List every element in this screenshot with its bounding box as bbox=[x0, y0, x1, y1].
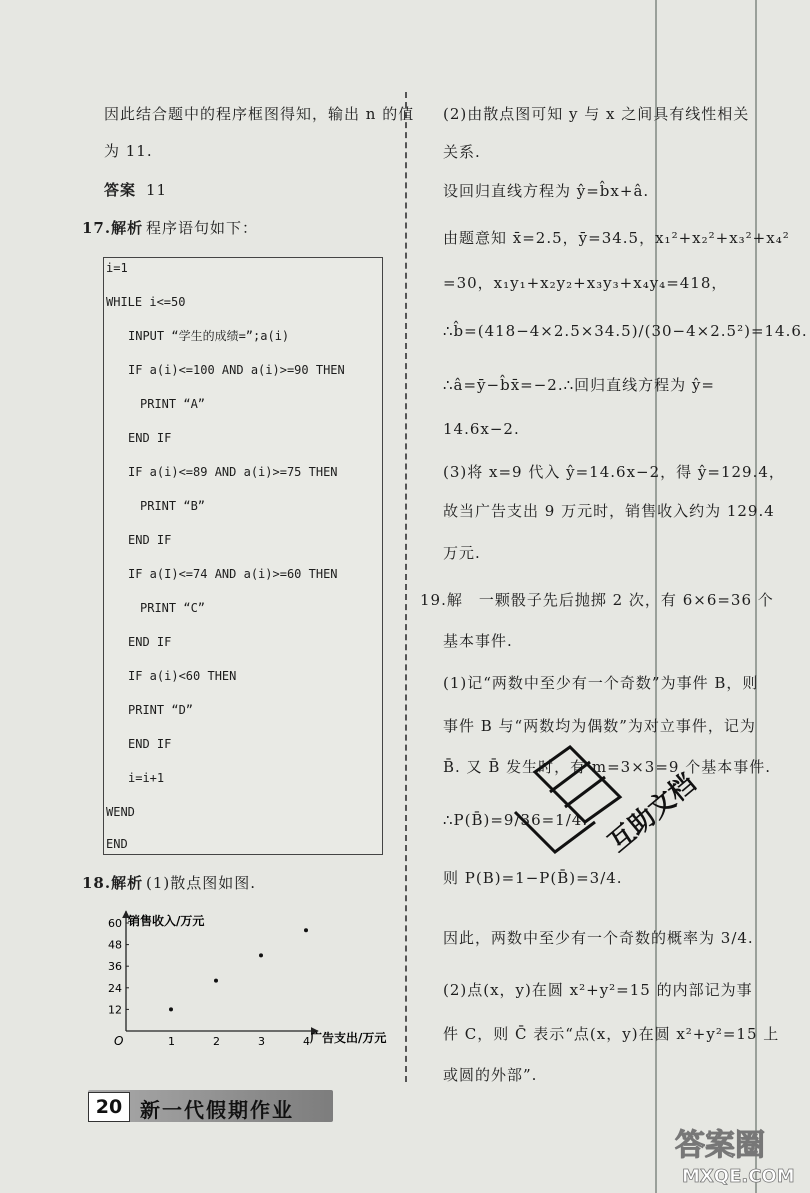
right-text-line: 19.解 一颗骰子先后抛掷 2 次，有 6×6=36 个 bbox=[420, 591, 774, 609]
scatter-point bbox=[259, 953, 263, 957]
corner-logo-domain: MXQE.COM bbox=[682, 1166, 795, 1187]
code-line: END IF bbox=[128, 431, 172, 445]
x-tick-label: 3 bbox=[258, 1035, 265, 1048]
y-tick-label: 12 bbox=[108, 1003, 122, 1017]
code-line: WEND bbox=[106, 805, 135, 819]
x-tick-label: 2 bbox=[213, 1035, 220, 1048]
x-axis-label: 广告支出/万元 bbox=[310, 1031, 387, 1045]
code-line: IF a(I)<=74 AND a(i)>=60 THEN bbox=[128, 567, 338, 581]
left-text-line: 为 11. bbox=[104, 142, 153, 160]
code-line: i=1 bbox=[106, 261, 128, 275]
answer-label: 答案 bbox=[104, 181, 137, 199]
code-line: END bbox=[106, 837, 128, 851]
y-tick-label: 60 bbox=[108, 917, 122, 930]
right-text-line: 因此，两数中至少有一个奇数的概率为 3/4. bbox=[443, 929, 754, 947]
question-17-label: 17.解析 bbox=[82, 219, 144, 237]
right-text-line: 故当广告支出 9 万元时，销售收入约为 129.4 bbox=[443, 502, 775, 520]
code-line: i=i+1 bbox=[128, 771, 165, 785]
right-text-line: 由题意知 x̄=2.5，ȳ=34.5，x₁²+x₂²+x₃²+x₄² bbox=[443, 229, 790, 247]
y-tick-label: 36 bbox=[108, 960, 122, 974]
code-line: END IF bbox=[128, 737, 172, 751]
code-line: END IF bbox=[128, 635, 172, 649]
code-line: WHILE i<=50 bbox=[106, 295, 186, 309]
program-code-box bbox=[103, 257, 383, 855]
code-line: PRINT “D” bbox=[128, 703, 194, 717]
code-line: INPUT “学生的成绩=”;a(i) bbox=[128, 329, 290, 343]
watermark-text: 互助文档 bbox=[602, 768, 702, 859]
right-text-line: =30，x₁y₁+x₂y₂+x₃y₃+x₄y₄=418， bbox=[443, 274, 728, 292]
y-tick-label: 24 bbox=[108, 981, 122, 995]
right-text-line: 则 P(B)=1−P(B̄)=3/4. bbox=[443, 869, 623, 887]
y-tick-label: 48 bbox=[108, 938, 122, 952]
watermark bbox=[495, 742, 702, 896]
right-text-line: (1)记“两数中至少有一个奇数”为事件 B，则 bbox=[443, 674, 759, 692]
y-axis-label: 销售收入/万元 bbox=[128, 914, 205, 928]
code-line: END IF bbox=[128, 533, 172, 547]
right-text-line: (2)由散点图可知 y 与 x 之间具有线性相关 bbox=[443, 105, 750, 123]
code-line: IF a(i)<=100 AND a(i)>=90 THEN bbox=[128, 363, 345, 377]
code-line: PRINT “C” bbox=[140, 601, 206, 615]
right-text-line: 或圆的外部”. bbox=[443, 1066, 538, 1084]
right-text-line: (2)点(x，y)在圆 x²+y²=15 的内部记为事 bbox=[443, 981, 753, 999]
right-text-line: ∴P(B̄)=9/36=1/4. bbox=[443, 811, 589, 829]
origin-label: O bbox=[114, 1034, 124, 1048]
right-text-line: 14.6x−2. bbox=[443, 420, 520, 438]
book-title: 新一代假期作业 bbox=[140, 1098, 294, 1122]
right-text-line: 设回归直线方程为 ŷ=b̂x+â. bbox=[443, 182, 650, 200]
code-line: PRINT “B” bbox=[140, 499, 206, 513]
left-text-line: 因此结合题中的程序框图得知，输出 n 的值 bbox=[104, 105, 415, 123]
scatter-chart bbox=[100, 905, 400, 1050]
scatter-point bbox=[214, 979, 218, 983]
right-text-line: ∴â=ȳ−b̂x̄=−2.∴回归直线方程为 ŷ= bbox=[443, 376, 715, 394]
answer-value: 11 bbox=[146, 181, 168, 199]
right-text-line: 事件 B 与“两数均为偶数”为对立事件，记为 bbox=[443, 717, 756, 735]
code-line: IF a(i)<60 THEN bbox=[128, 669, 237, 683]
code-line: IF a(i)<=89 AND a(i)>=75 THEN bbox=[128, 465, 338, 479]
question-18-text: (1)散点图如图. bbox=[146, 874, 257, 892]
column-divider bbox=[405, 92, 407, 1082]
question-17-text: 程序语句如下： bbox=[146, 219, 259, 237]
scatter-point bbox=[304, 928, 308, 932]
right-text-line: 基本事件. bbox=[443, 632, 513, 650]
page-number: 20 bbox=[88, 1092, 130, 1122]
corner-logo bbox=[660, 1110, 810, 1190]
question-18-label: 18.解析 bbox=[82, 874, 144, 892]
right-text-line: 关系. bbox=[443, 143, 481, 161]
right-text-line: B̄. 又 B̄ 发生时，有 m=3×3=9 个基本事件. bbox=[443, 758, 771, 776]
right-text-line: 万元. bbox=[443, 544, 481, 562]
x-tick-label: 1 bbox=[168, 1035, 175, 1048]
x-tick-label: 4 bbox=[303, 1035, 310, 1048]
corner-logo-text: 答案圈 bbox=[675, 1128, 765, 1163]
right-text-line: ∴b̂=(418−4×2.5×34.5)/(30−4×2.5²)=14.6. bbox=[443, 322, 808, 340]
scatter-point bbox=[169, 1007, 173, 1011]
code-line: PRINT “A” bbox=[140, 397, 206, 411]
right-text-line: (3)将 x=9 代入 ŷ=14.6x−2，得 ŷ=129.4， bbox=[443, 463, 785, 481]
right-text-line: 件 C，则 C̄ 表示“点(x，y)在圆 x²+y²=15 上 bbox=[443, 1025, 780, 1043]
